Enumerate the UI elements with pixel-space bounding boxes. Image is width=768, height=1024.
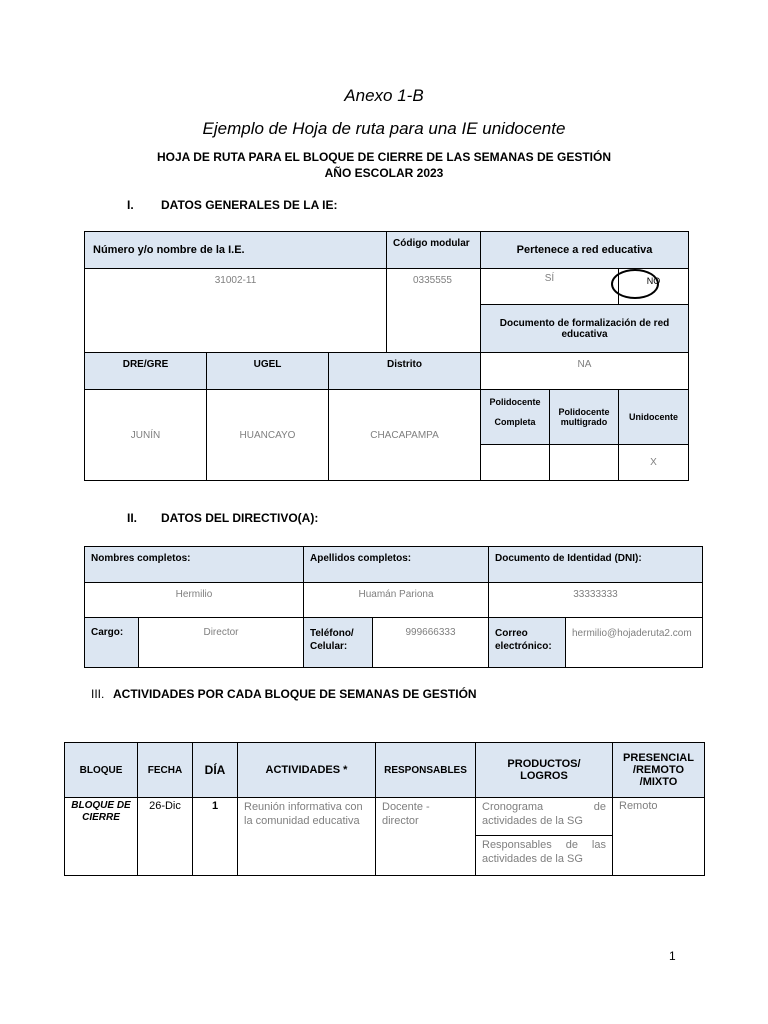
col-fecha: FECHA [138, 743, 193, 798]
activities-table [64, 742, 705, 876]
poly-multi-value [550, 445, 619, 481]
col-modalidad: PRESENCIAL /REMOTO /MIXTO [613, 743, 705, 798]
poly-complete-label: Polidocente Completa [481, 390, 550, 445]
general-data-table [84, 231, 689, 481]
section3-number: III. [91, 687, 105, 701]
ugel-value: HUANCAYO [207, 390, 329, 481]
role-label: Cargo: [85, 618, 139, 668]
names-value: Hermilio [85, 583, 304, 618]
col-dia: DÍA [193, 743, 238, 798]
ie-name-label: Número y/o nombre de la I.E. [85, 232, 387, 269]
row-activity: Reunión informativa con la comunidad educativa [238, 798, 376, 876]
network-no-value: NO [619, 269, 689, 305]
dre-value: JUNÍN [85, 390, 207, 481]
row-mode: Remoto [613, 798, 705, 876]
row-block: BLOQUE DE CIERRE [65, 798, 138, 876]
district-value: CHACAPAMPA [329, 390, 481, 481]
document-title-line1: HOJA DE RUTA PARA EL BLOQUE DE CIERRE DE LAS SEMANAS DE GESTIÓN [156, 150, 612, 164]
row-day: 1 [193, 798, 238, 876]
modular-code-label: Código modular [387, 232, 481, 269]
formal-doc-label: Documento de formalización de red educativa [481, 305, 689, 353]
col-actividades: ACTIVIDADES * [238, 743, 376, 798]
annex-title: Anexo 1-B [344, 86, 424, 105]
network-yes-value: SÍ [481, 269, 619, 305]
modular-code-value: 0335555 [387, 269, 481, 353]
col-productos: PRODUCTOS/ LOGROS [476, 743, 613, 798]
section1-number: I. [127, 198, 134, 212]
document-subtitle: Ejemplo de Hoja de ruta para una IE unidocente [202, 119, 566, 138]
col-responsables: RESPONSABLES [376, 743, 476, 798]
ie-name-value: 31002-11 [85, 269, 387, 353]
phone-label: Teléfono/ Celular: [304, 618, 373, 668]
poly-multi-label: Polidocente multigrado [550, 390, 619, 445]
phone-value: 999666333 [373, 618, 489, 668]
district-label: Distrito [329, 353, 481, 390]
section3-title: ACTIVIDADES POR CADA BLOQUE DE SEMANAS DE GESTIÓN [113, 687, 477, 701]
unidocente-value: X [619, 445, 689, 481]
email-value: hermilio@hojaderuta2.com [566, 618, 703, 668]
row-product-2: Responsables de las actividades de la SG [476, 836, 613, 876]
section1-title: DATOS GENERALES DE LA IE: [161, 198, 338, 212]
email-label: Correo electrónico: [489, 618, 566, 668]
row-date: 26-Dic [138, 798, 193, 876]
role-value: Director [139, 618, 304, 668]
selected-circle [611, 269, 659, 299]
poly-complete-value [481, 445, 550, 481]
section2-number: II. [127, 511, 138, 525]
row-product-1: Cronograma de actividades de la SG [476, 798, 613, 836]
dni-label: Documento de Identidad (DNI): [489, 547, 703, 583]
dre-label: DRE/GRE [85, 353, 207, 390]
formal-doc-value: NA [481, 353, 689, 390]
section2-title: DATOS DEL DIRECTIVO(A): [161, 511, 319, 525]
ugel-label: UGEL [207, 353, 329, 390]
dni-value: 33333333 [489, 583, 703, 618]
page-number: 1 [669, 949, 676, 963]
director-data-table [84, 546, 703, 668]
document-title-line2: AÑO ESCOLAR 2023 [324, 166, 444, 180]
surnames-value: Huamán Pariona [304, 583, 489, 618]
network-label: Pertenece a red educativa [481, 232, 689, 269]
col-bloque: BLOQUE [65, 743, 138, 798]
unidocente-label: Unidocente [619, 390, 689, 445]
surnames-label: Apellidos completos: [304, 547, 489, 583]
row-responsible: Docente - director [376, 798, 476, 876]
names-label: Nombres completos: [85, 547, 304, 583]
